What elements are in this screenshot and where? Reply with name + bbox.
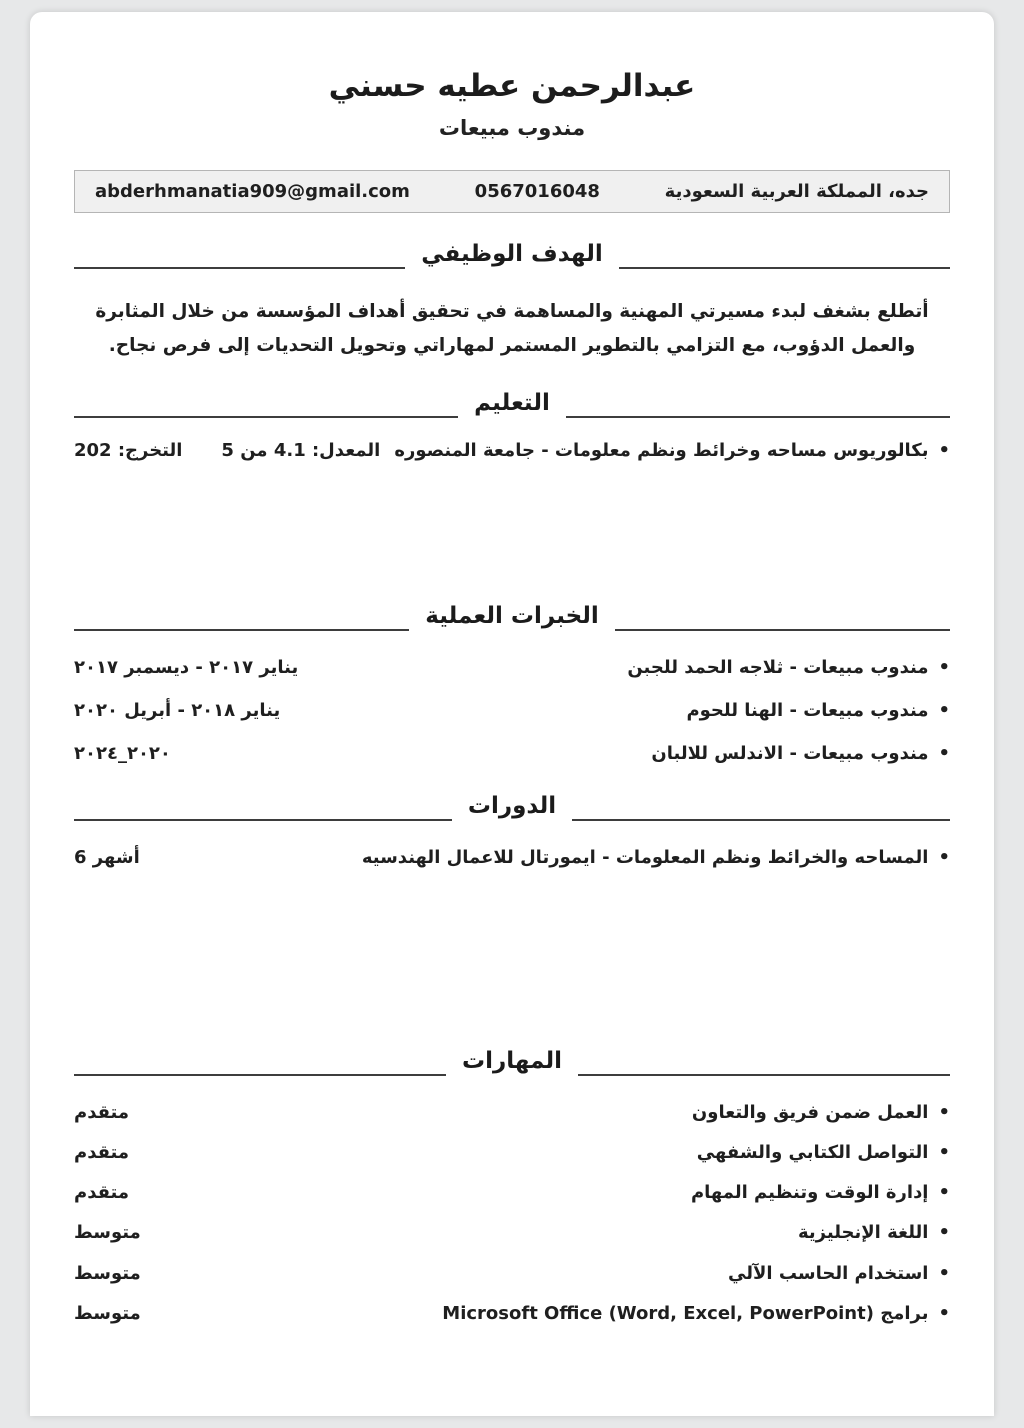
skill-row xyxy=(74,1100,950,1125)
section-title-objective-label: الهدف الوظيفي xyxy=(421,241,603,268)
skill-name: العمل ضمن فريق والتعاون xyxy=(691,1101,929,1123)
experience-period: يناير ٢٠١٨ - أبريل ٢٠٢٠ xyxy=(74,700,281,722)
experience-row xyxy=(74,698,950,723)
skill-name-item xyxy=(798,1220,950,1245)
section-title-courses xyxy=(74,793,950,819)
contact-bar xyxy=(74,170,950,213)
bullet-icon: • xyxy=(938,846,950,868)
skill-row xyxy=(74,1180,950,1205)
skill-level: متقدم xyxy=(74,1101,130,1123)
experience-role: مندوب مبيعات - ثلاجه الحمد للجبن xyxy=(627,657,929,679)
section-title-experience xyxy=(74,603,950,629)
skill-level: متوسط xyxy=(74,1302,141,1324)
course-name: المساحه والخرائط ونظم المعلومات - ايمورتال للاعمال الهندسيه xyxy=(361,846,929,868)
bullet-icon: • xyxy=(938,439,950,461)
education-gpa: المعدل: 4.1 من 5 xyxy=(221,439,381,461)
education-degree: بكالوريوس مساحه وخرائط ونظم معلومات - جامعة المنصوره xyxy=(394,439,929,461)
bullet-icon: • xyxy=(938,1101,950,1123)
skill-level: متقدم xyxy=(74,1142,130,1164)
education-row xyxy=(74,438,950,463)
skill-row xyxy=(74,1301,950,1326)
section-title-education xyxy=(74,390,950,416)
skill-name: استخدام الحاسب الآلي xyxy=(728,1262,929,1284)
experience-role: مندوب مبيعات - الهنا للحوم xyxy=(686,700,929,722)
bullet-icon: • xyxy=(938,743,950,765)
contact-location: جده، المملكة العربية السعودية xyxy=(664,181,929,203)
objective-text: أتطلع بشغف لبدء مسيرتي المهنية والمساهمة في تحقيق أهداف المؤسسة من خلال المثابرة والعمل الدؤوب، مع التزامي بالتطوير المستمر لمهاراتي وتحويل التحديات إلى فرص نجاح. xyxy=(95,301,929,356)
bullet-icon: • xyxy=(938,1142,950,1164)
experience-period: ٢٠٢٠_٢٠٢٤ xyxy=(74,743,171,765)
experience-role-item xyxy=(627,655,950,680)
experience-row xyxy=(74,655,950,680)
section-title-experience-label: الخبرات العملية xyxy=(425,603,599,630)
section-title-skills xyxy=(74,1048,950,1074)
skill-level: متقدم xyxy=(74,1182,130,1204)
section-title-education-label: التعليم xyxy=(474,389,550,416)
course-duration: 6 أشهر xyxy=(74,846,140,868)
bullet-icon: • xyxy=(938,657,950,679)
skill-name: اللغة الإنجليزية xyxy=(797,1222,929,1244)
skill-name-item xyxy=(692,1100,950,1125)
skill-name-item xyxy=(697,1140,950,1165)
course-name-item xyxy=(362,845,950,870)
skill-name: إدارة الوقت وتنظيم المهام xyxy=(690,1182,929,1204)
bullet-icon: • xyxy=(938,1302,950,1324)
contact-phone: 0567016048 xyxy=(474,181,600,203)
section-title-skills-label: المهارات xyxy=(462,1047,562,1074)
skill-level: متوسط xyxy=(74,1262,141,1284)
education-graduation: التخرج: 202 xyxy=(74,439,183,461)
skill-name-item xyxy=(728,1261,950,1286)
skill-row xyxy=(74,1140,950,1165)
bullet-icon: • xyxy=(938,1222,950,1244)
skill-name-item xyxy=(442,1301,950,1326)
experience-role-item xyxy=(651,741,950,766)
skill-name: التواصل الكتابي والشفهي xyxy=(696,1142,929,1164)
skill-row xyxy=(74,1261,950,1286)
resume-page xyxy=(30,12,994,1416)
skill-name: برامج Microsoft Office (Word, Excel, PowerPoint) xyxy=(442,1302,929,1324)
course-row xyxy=(74,845,950,870)
bullet-icon: • xyxy=(938,1262,950,1284)
skill-name-item xyxy=(691,1180,950,1205)
experience-role-item xyxy=(686,698,950,723)
education-degree-item xyxy=(394,438,950,463)
skill-level: متوسط xyxy=(74,1222,141,1244)
candidate-job-title: مندوب مبيعات xyxy=(438,116,586,141)
section-title-objective xyxy=(74,241,950,267)
experience-period: يناير ٢٠١٧ - ديسمبر ٢٠١٧ xyxy=(74,657,299,679)
bullet-icon: • xyxy=(938,700,950,722)
candidate-name: عبدالرحمن عطيه حسني xyxy=(328,68,696,104)
skill-row xyxy=(74,1220,950,1245)
experience-role: مندوب مبيعات - الاندلس للالبان xyxy=(651,743,929,765)
experience-row xyxy=(74,741,950,766)
bullet-icon: • xyxy=(938,1182,950,1204)
contact-email: abderhmanatia909@gmail.com xyxy=(95,181,410,203)
section-title-courses-label: الدورات xyxy=(467,792,557,819)
